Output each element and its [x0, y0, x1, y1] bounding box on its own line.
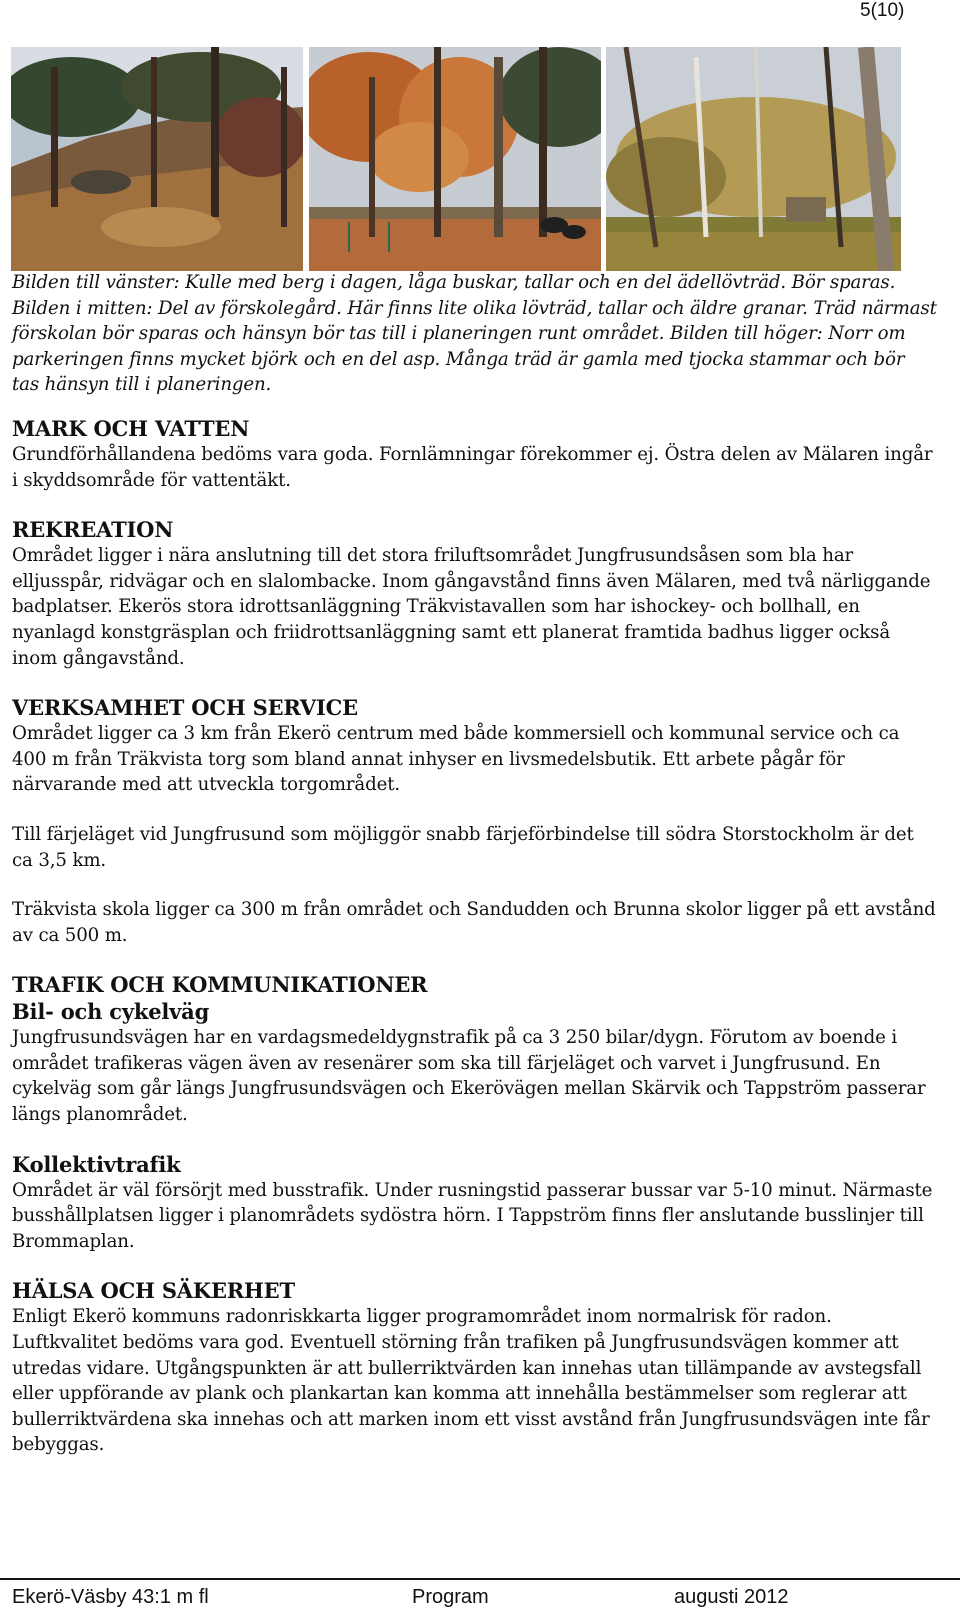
- section-heading-halsa: HÄLSA OCH SÄKERHET: [12, 1278, 295, 1304]
- subheading-kollektivtrafik: Kollektivtrafik: [12, 1151, 181, 1177]
- page-number: 5(10): [860, 0, 905, 21]
- section-body-mark: Grundförhållandena bedöms vara goda. Fornlämningar förekommer ej. Östra delen av Mälaren ingår i skyddsområde för vattentäkt.: [12, 443, 933, 491]
- section-body-kollektivtrafik: Området är väl försörjt med busstrafik. Under rusningstid passerar bussar var 5-10 minut. Närmaste busshållplatsen ligger i planområdets sydöstra hörn. I Tappström finns fler anslutande busslinjer till Brommaplan.: [12, 1179, 933, 1252]
- footer-document-type: Program: [412, 1586, 489, 1608]
- photo-caption: Bilden till vänster: Kulle med berg i dagen, låga buskar, tallar och en del ädellövträd. Bör sparas. Bilden i mitten: Del av förskolegård. Här finns lite olika lövträd, tallar och äldre granar. Träd närmast förskolan bör sparas och hänsyn bör tas till i planeringen runt området. Bilden till höger: Norr om parkeringen finns mycket björk och en del asp. Många träd är gamla med tjocka stammar och bör tas hänsyn till i planeringen.: [12, 272, 937, 396]
- section-body-bil-cykel: Jungfrusundsvägen har en vardagsmedeldygnstrafik på ca 3 250 bilar/dygn. Förutom av boende i området trafikeras vägen även av resenärer som ska till färjeläget och varvet i Jungfrusund. En cykelväg som går längs Jungfrusundsvägen och Ekerövägen mellan Skärvik och Tappström passerar längs planområdet.: [12, 1027, 926, 1126]
- section-heading-rekreation: REKREATION: [12, 517, 174, 543]
- section-heading-mark: MARK OCH VATTEN: [12, 415, 250, 441]
- subheading-bil-cykel: Bil- och cykelväg: [12, 999, 210, 1025]
- section-body-verksamhet-1: Området ligger ca 3 km från Ekerö centrum med både kommersiell och kommunal service och ca 400 m från Träkvista torg som bland annat inhyser en livsmedelsbutik. Ett arbete pågår för närvarande med att utveckla torgområdet.: [12, 723, 900, 796]
- footer-date: augusti 2012: [674, 1586, 789, 1608]
- section-body-rekreation: Området ligger i nära anslutning till det stora friluftsområdet Jungfrusundsåsen som bla har elljusspår, ridvägar och en slalombacke. Inom gångavstånd finns även Mälaren, med två närliggande badplatser. Ekerös stora idrottsanläggning Träkvistavallen som har ishockey- och bollhall, en nyanlagd konstgräsplan och friidrottsanläggning samt ett planerat framtida badhus ligger också inom gångavstånd.: [12, 545, 931, 669]
- section-heading-trafik: TRAFIK OCH KOMMUNIKATIONER: [12, 972, 428, 998]
- photo-left-image: [11, 47, 303, 271]
- section-body-halsa: Enligt Ekerö kommuns radonriskkarta ligger programområdet inom normalrisk för radon. Luftkvalitet bedöms vara god. Eventuell störning från trafiken på Jungfrusundsvägen kommer att utredas vidare. Utgångspunkten är att bullerriktvärden kan innehas utan tillämpande av avstegsfall eller uppförande av plank och plankartan kan komma att innehålla bestämmelser som reglerar att bullerriktvärdena ska innehas och att marken inom ett visst avstånd från Jungfrusundsvägen inte får bebyggas.: [12, 1306, 930, 1456]
- footer-divider: [0, 1578, 960, 1580]
- photo-strip: [11, 47, 921, 271]
- photo-middle: [309, 47, 601, 271]
- footer-document-name: Ekerö-Väsby 43:1 m fl: [12, 1586, 209, 1608]
- section-body-verksamhet-3: Träkvista skola ligger ca 300 m från området och Sandudden och Brunna skolor ligger på ett avstånd av ca 500 m.: [12, 899, 936, 946]
- section-body-verksamhet-2: Till färjeläget vid Jungfrusund som möjliggör snabb färjeförbindelse till södra Storstockholm är det ca 3,5 km.: [12, 823, 914, 871]
- photo-right: [606, 47, 901, 271]
- photo-middle-image: [309, 47, 601, 271]
- photo-right-image: [606, 47, 901, 271]
- section-heading-verksamhet: VERKSAMHET OCH SERVICE: [12, 695, 358, 721]
- document-body: [12, 270, 937, 1458]
- photo-left: [11, 47, 303, 271]
